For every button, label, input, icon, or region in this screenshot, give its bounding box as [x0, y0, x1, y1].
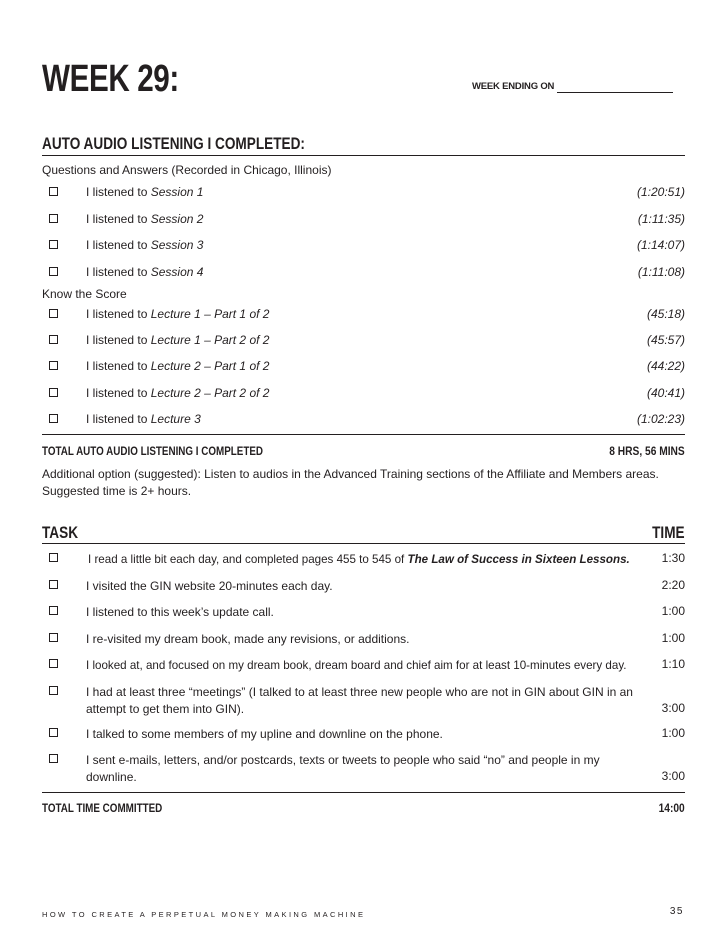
audio-item-duration: (40:41): [646, 386, 685, 400]
audio-item-duration: (45:18): [646, 307, 685, 321]
checkbox[interactable]: [49, 214, 58, 223]
audio-item-label: I listened to Lecture 1 – Part 1 of 2: [86, 307, 270, 321]
page-title: WEEK 29:: [42, 58, 179, 100]
task-item-label: I had at least three “meetings” (I talked to at least three new people who are not in GIN about GIN in an attempt to get them into GIN).: [86, 685, 633, 716]
task-item-time: 2:20: [661, 578, 685, 592]
checkbox[interactable]: [49, 388, 58, 397]
checkbox[interactable]: [49, 414, 58, 423]
audio-item: [42, 307, 685, 325]
task-item-label: I read a little bit each day, and completed pages 455 to 545 of The Law of Success in Sixteen Lessons.: [88, 553, 630, 566]
audio-item-duration: (1:11:08): [637, 265, 685, 279]
audio-item: [42, 359, 685, 377]
task-item: [42, 684, 685, 718]
audio-total-label: TOTAL AUTO AUDIO LISTENING I COMPLETED: [42, 444, 264, 458]
audio-item-label: I listened to Session 1: [86, 185, 204, 199]
task-item: [42, 551, 685, 569]
task-item-time: 1:10: [661, 657, 685, 671]
task-item-time: 3:00: [661, 701, 685, 715]
task-item-label: I re-visited my dream book, made any revisions, or additions.: [86, 632, 410, 646]
audio-item: [42, 212, 685, 230]
group-label-qa: Questions and Answers (Recorded in Chicago, Illinois): [42, 163, 332, 177]
checkbox[interactable]: [49, 659, 58, 668]
audio-item: [42, 265, 685, 283]
divider: [42, 543, 685, 544]
task-item-time: 1:30: [661, 551, 685, 565]
audio-item: [42, 386, 685, 404]
task-item: [42, 578, 685, 596]
checkbox[interactable]: [49, 309, 58, 318]
audio-item-duration: (1:14:07): [636, 238, 685, 252]
checkbox[interactable]: [49, 361, 58, 370]
task-item-label: I visited the GIN website 20-minutes each day.: [86, 579, 333, 593]
task-item-time: 1:00: [661, 726, 685, 740]
audio-item-duration: (1:02:23): [636, 412, 685, 426]
audio-item-label: I listened to Session 4: [86, 265, 204, 279]
task-total-value: 14:00: [658, 801, 685, 815]
divider: [42, 792, 685, 793]
task-item-time: 1:00: [661, 604, 685, 618]
task-item: [42, 657, 685, 675]
task-item-time: 1:00: [661, 631, 685, 645]
footer-book-title: HOW TO CREATE A PERPETUAL MONEY MAKING MACHINE: [42, 910, 366, 919]
checkbox[interactable]: [49, 187, 58, 196]
task-item-label: I sent e-mails, letters, and/or postcards, texts or tweets to people who said “no” and people in my downline.: [86, 753, 600, 784]
checkbox[interactable]: [49, 335, 58, 344]
checkbox[interactable]: [49, 754, 58, 763]
audio-item-label: I listened to Session 2: [86, 212, 204, 226]
task-header: TASK: [42, 523, 79, 542]
audio-item: [42, 333, 685, 351]
audio-item: [42, 185, 685, 203]
checkbox[interactable]: [49, 633, 58, 642]
audio-item-label: I listened to Session 3: [86, 238, 204, 252]
divider: [42, 155, 685, 156]
checkbox[interactable]: [49, 240, 58, 249]
divider: [42, 434, 685, 435]
task-item-time: 3:00: [661, 769, 685, 783]
audio-item-duration: (1:20:51): [636, 185, 685, 199]
audio-item-label: I listened to Lecture 3: [86, 412, 201, 426]
checkbox[interactable]: [49, 553, 58, 562]
task-item: [42, 631, 685, 649]
week-ending-label: WEEK ENDING ON: [472, 81, 555, 92]
task-item-label: I talked to some members of my upline and downline on the phone.: [86, 727, 443, 741]
checkbox[interactable]: [49, 606, 58, 615]
time-header: TIME: [652, 523, 685, 542]
audio-item-duration: (1:11:35): [637, 212, 685, 226]
audio-item-label: I listened to Lecture 2 – Part 1 of 2: [86, 359, 270, 373]
page-number: 35: [669, 906, 684, 917]
week-ending-field[interactable]: [472, 81, 673, 93]
task-item: [42, 726, 685, 744]
audio-total-value: 8 HRS, 56 MINS: [609, 444, 685, 458]
checkbox[interactable]: [49, 686, 58, 695]
audio-item: [42, 412, 685, 430]
audio-item-label: I listened to Lecture 1 – Part 2 of 2: [86, 333, 270, 347]
audio-item-duration: (45:57): [646, 333, 685, 347]
checkbox[interactable]: [49, 728, 58, 737]
additional-note: Suggested time is 2+ hours.: [42, 484, 192, 498]
group-label-know-the-score: Know the Score: [42, 287, 127, 301]
week-ending-blank[interactable]: [557, 81, 673, 93]
checkbox[interactable]: [49, 580, 58, 589]
task-item: [42, 752, 685, 786]
additional-note: Additional option (suggested): Listen to audios in the Advanced Training sections of the Affiliate and Members areas.: [42, 467, 659, 481]
task-item: [42, 604, 685, 622]
checkbox[interactable]: [49, 267, 58, 276]
audio-item-duration: (44:22): [646, 359, 685, 373]
audio-item-label: I listened to Lecture 2 – Part 2 of 2: [86, 386, 270, 400]
audio-section-heading: AUTO AUDIO LISTENING I COMPLETED:: [42, 134, 305, 153]
task-total-label: TOTAL TIME COMMITTED: [42, 801, 163, 815]
task-item-label: I looked at, and focused on my dream book, dream board and chief aim for at least 10-minutes every day.: [86, 659, 627, 672]
task-item-label: I listened to this week’s update call.: [86, 605, 274, 619]
audio-item: [42, 238, 685, 256]
